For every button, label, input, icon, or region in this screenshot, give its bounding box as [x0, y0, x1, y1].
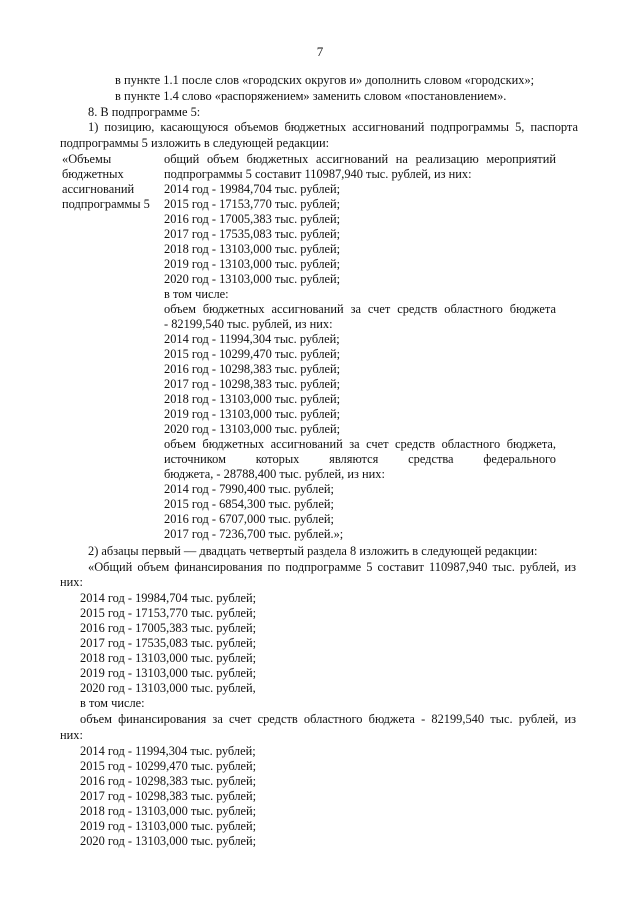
- table-right-line: 2016 год - 10298,383 тыс. рублей;: [164, 362, 341, 376]
- text-line: них:: [60, 575, 83, 589]
- table-right-line: 2020 год - 13103,000 тыс. рублей;: [164, 272, 341, 286]
- table-right-line: 2019 год - 13103,000 тыс. рублей;: [164, 407, 341, 421]
- text-line: «Общий объем финансирования по подпрограмме 5 составит 110987,940 тыс. рублей, из: [88, 560, 576, 574]
- table-right-line: бюджета, - 28788,400 тыс. рублей, из них:: [164, 467, 385, 481]
- text-line: объем финансирования за счет средств областного бюджета - 82199,540 тыс. рублей, из: [80, 712, 576, 726]
- table-right-line: объем бюджетных ассигнований за счет средств областного бюджета: [164, 302, 556, 316]
- table-right-line: в том числе:: [164, 287, 229, 301]
- text-line: в пункте 1.4 слово «распоряжением» заменить словом «постановлением».: [115, 89, 507, 103]
- text-line: них:: [60, 728, 83, 742]
- table-right-line: 2016 год - 17005,383 тыс. рублей;: [164, 212, 341, 226]
- list-item: в том числе:: [80, 696, 145, 710]
- table-right-line: источником которых являются средства федерального: [164, 452, 556, 466]
- table-left-line: бюджетных: [62, 167, 124, 181]
- list-item: 2015 год - 17153,770 тыс. рублей;: [80, 606, 257, 620]
- table-right-line: общий объем бюджетных ассигнований на реализацию мероприятий: [164, 152, 556, 166]
- table-right-line: подпрограммы 5 составит 110987,940 тыс. рублей, из них:: [164, 167, 472, 181]
- text-line: 1) позицию, касающуюся объемов бюджетных ассигнований подпрограммы 5, паспорта: [88, 120, 578, 134]
- list-item: 2015 год - 10299,470 тыс. рублей;: [80, 759, 257, 773]
- table-right-line: 2020 год - 13103,000 тыс. рублей;: [164, 422, 341, 436]
- list-item: 2019 год - 13103,000 тыс. рублей;: [80, 819, 257, 833]
- list-item: 2014 год - 11994,304 тыс. рублей;: [80, 744, 256, 758]
- table-right-line: 2014 год - 7990,400 тыс. рублей;: [164, 482, 334, 496]
- section-heading: 2) абзацы первый — двадцать четвертый раздела 8 изложить в следующей редакции:: [88, 544, 538, 558]
- table-right-line: 2017 год - 10298,383 тыс. рублей;: [164, 377, 341, 391]
- text-line: 8. В подпрограмме 5:: [88, 105, 201, 119]
- text-line: подпрограммы 5 изложить в следующей редакции:: [60, 136, 330, 150]
- list-item: 2019 год - 13103,000 тыс. рублей;: [80, 666, 257, 680]
- table-left-line: ассигнований: [62, 182, 135, 196]
- table-right-line: 2014 год - 19984,704 тыс. рублей;: [164, 182, 341, 196]
- table-right-line: объем бюджетных ассигнований за счет средств областного бюджета,: [164, 437, 556, 451]
- page-number: 7: [316, 44, 324, 59]
- table-right-line: 2014 год - 11994,304 тыс. рублей;: [164, 332, 340, 346]
- table-right-line: 2015 год - 17153,770 тыс. рублей;: [164, 197, 341, 211]
- list-item: 2017 год - 17535,083 тыс. рублей;: [80, 636, 257, 650]
- list-item: 2016 год - 10298,383 тыс. рублей;: [80, 774, 257, 788]
- table-right-line: 2018 год - 13103,000 тыс. рублей;: [164, 392, 341, 406]
- list-item: 2014 год - 19984,704 тыс. рублей;: [80, 591, 257, 605]
- table-right-line: 2015 год - 6854,300 тыс. рублей;: [164, 497, 334, 511]
- table-right-line: 2015 год - 10299,470 тыс. рублей;: [164, 347, 341, 361]
- table-left-line: подпрограммы 5: [62, 197, 150, 211]
- table-right-line: 2017 год - 7236,700 тыс. рублей.»;: [164, 527, 344, 541]
- list-item: 2017 год - 10298,383 тыс. рублей;: [80, 789, 257, 803]
- table-right-line: 2016 год - 6707,000 тыс. рублей;: [164, 512, 334, 526]
- list-item: 2018 год - 13103,000 тыс. рублей;: [80, 804, 257, 818]
- table-left-line: «Объемы: [62, 152, 112, 166]
- list-item: 2016 год - 17005,383 тыс. рублей;: [80, 621, 257, 635]
- text-line: в пункте 1.1 после слов «городских округов и» дополнить словом «городских»;: [115, 73, 535, 87]
- list-item: 2020 год - 13103,000 тыс. рублей;: [80, 834, 257, 848]
- list-item: 2018 год - 13103,000 тыс. рублей;: [80, 651, 257, 665]
- table-right-line: - 82199,540 тыс. рублей, из них:: [164, 317, 333, 331]
- table-right-line: 2018 год - 13103,000 тыс. рублей;: [164, 242, 341, 256]
- table-right-line: 2019 год - 13103,000 тыс. рублей;: [164, 257, 341, 271]
- table-right-line: 2017 год - 17535,083 тыс. рублей;: [164, 227, 341, 241]
- list-item: 2020 год - 13103,000 тыс. рублей,: [80, 681, 256, 695]
